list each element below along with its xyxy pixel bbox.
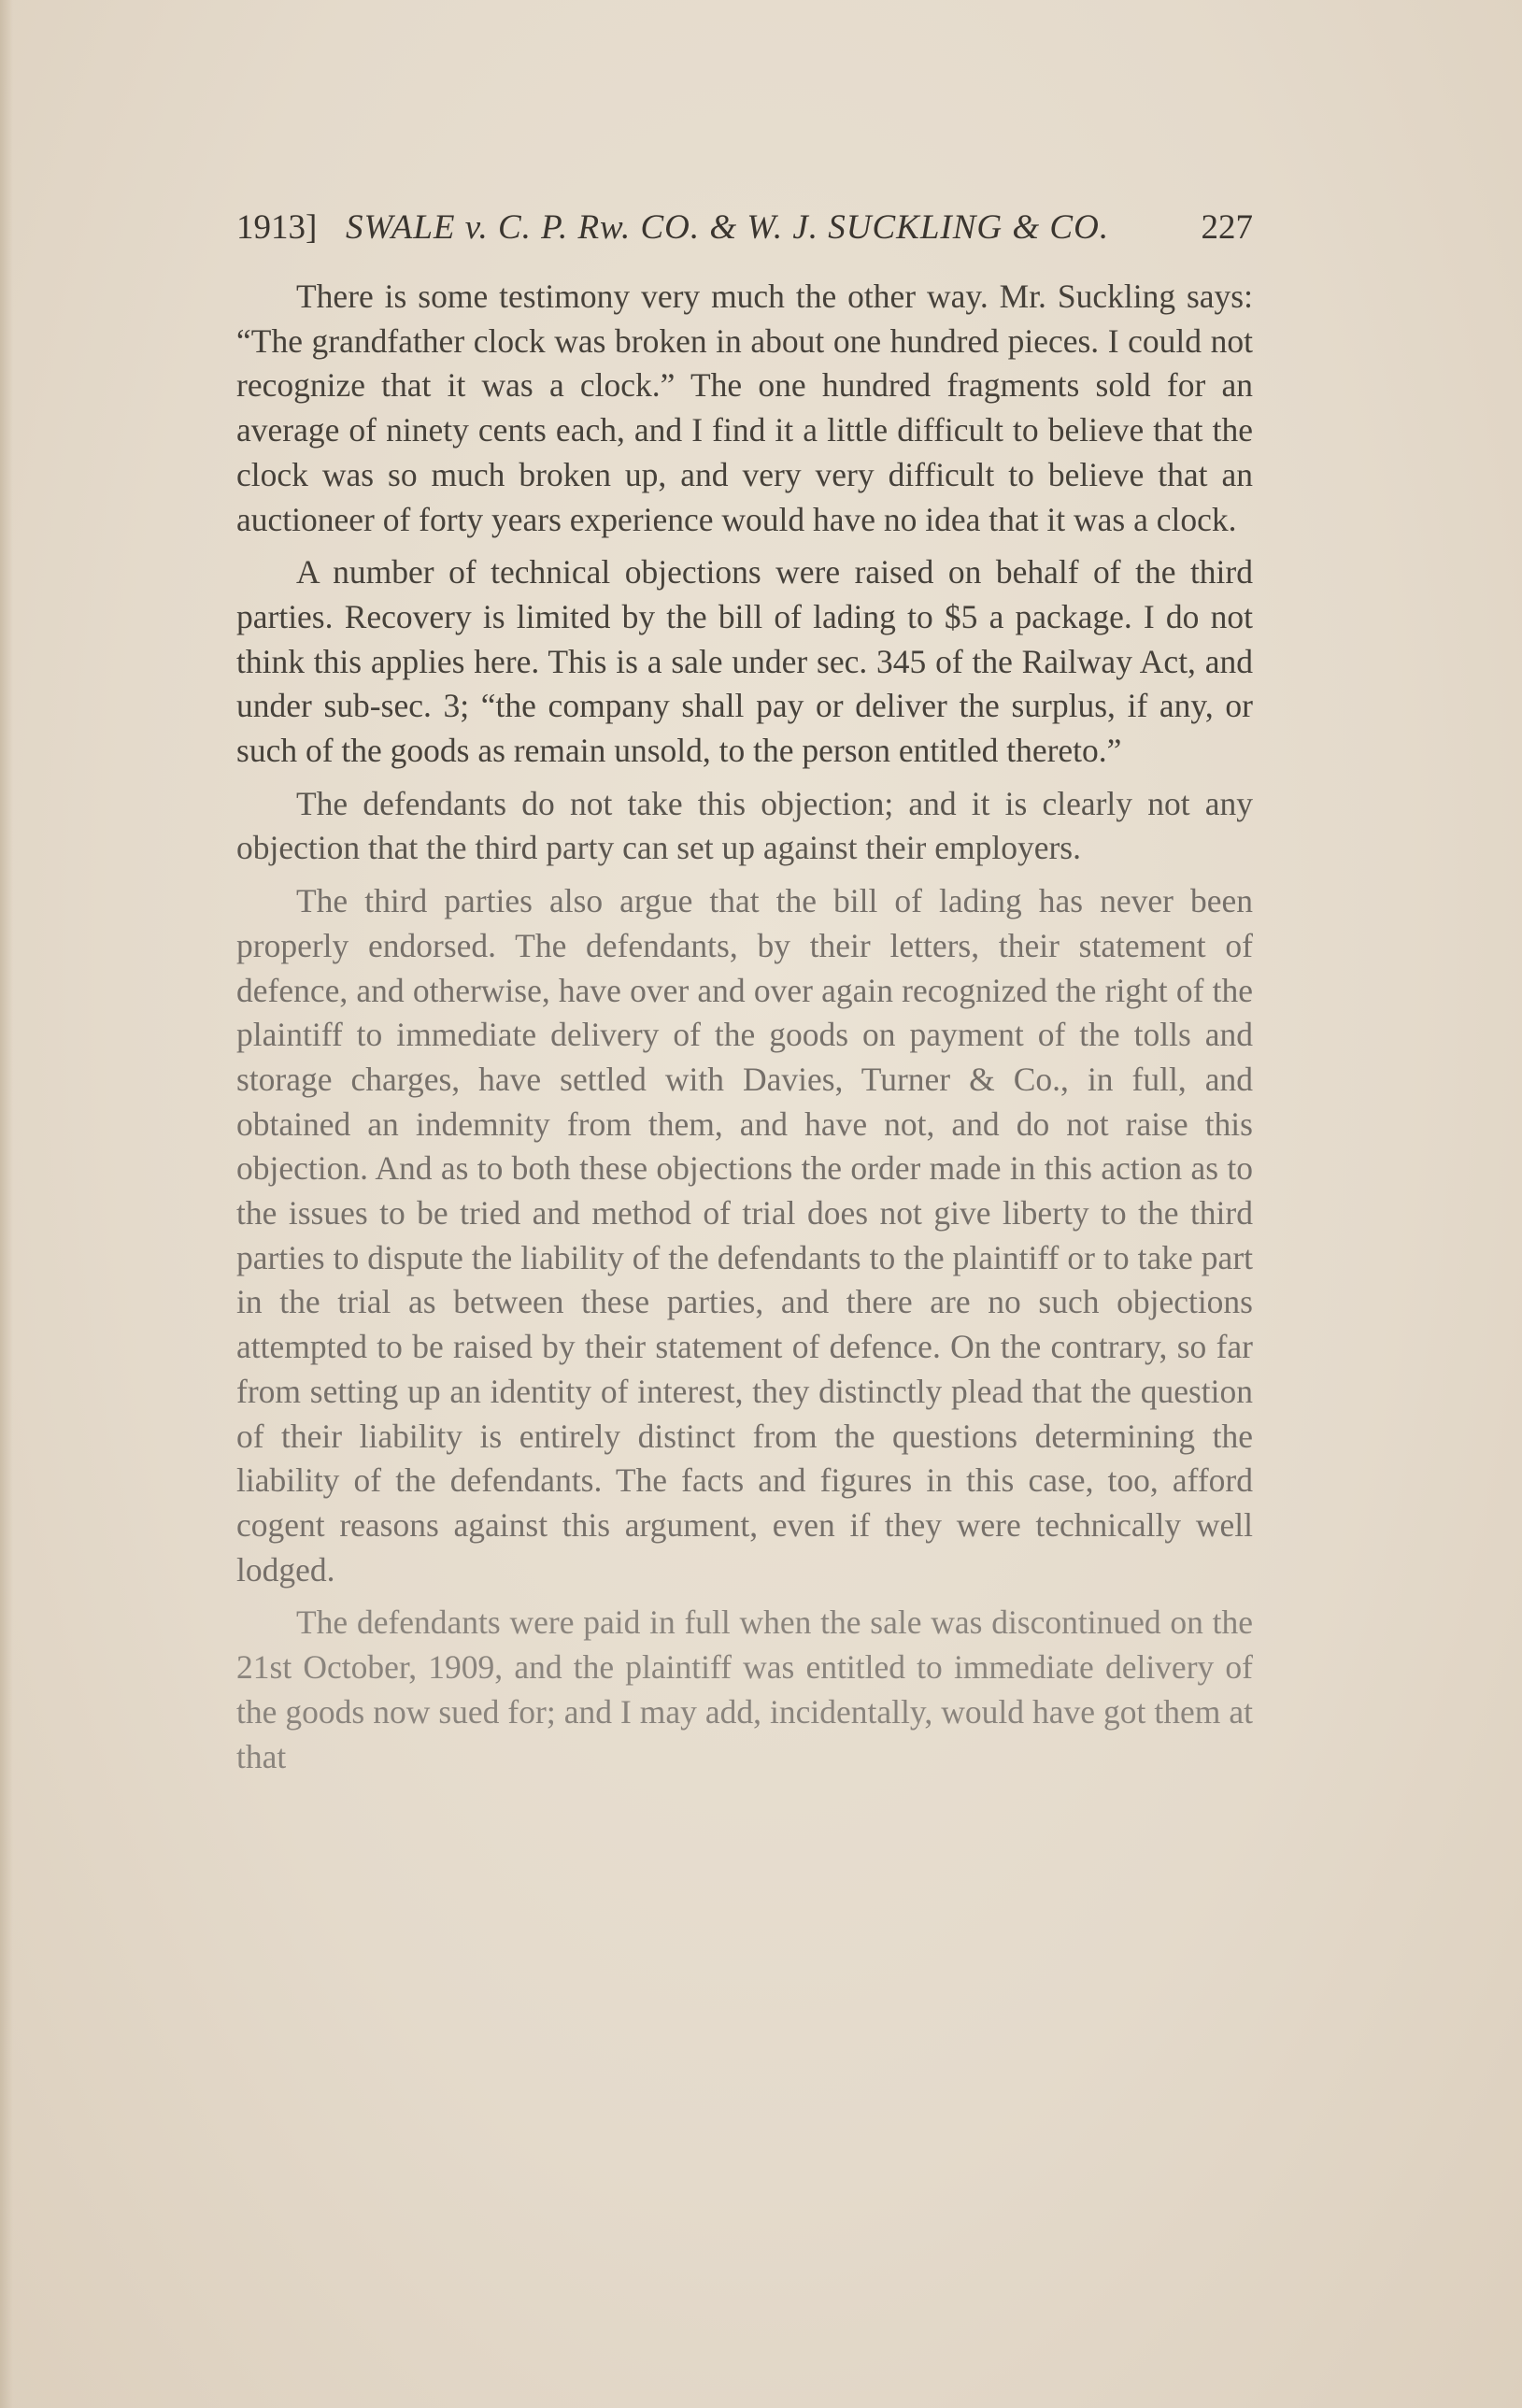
page-number: 227: [1201, 208, 1253, 247]
header-case-title: SWALE v. C. P. Rw. CO. & W. J. SUCKLING & CO.: [346, 208, 1110, 247]
paragraph-clock-testimony: There is some testimony very much the other way. Mr. Suckling says: “The grandfather clock was broken in about one hundred pieces. I could not recognize that it was a clock.” The one hundred fragments sold for an average of ninety cents each, and I find it a little difficult to believe that the clock was so much broken up, and very very difficult to believe that an auctioneer of forty years experience would have no idea that it was a clock.: [236, 278, 1253, 538]
paragraph-technical-objections: A number of technical objections were raised on behalf of the third parties. Recovery is limited by the bill of lading to $5 a package. I do not think this applies here. This is a sale under sec. 345 of the Railway Act, and under sub-sec. 3; “the company shall pay or deliver the surplus, if any, or such of the goods as remain unsold, to the person entitled thereto.”: [236, 553, 1253, 770]
paragraph-defendants-objection: The defendants do not take this objection; and it is clearly not any objection that the third party can set up against their employers.: [236, 784, 1253, 867]
running-header: [236, 200, 1253, 256]
header-year: 1913]: [236, 208, 318, 247]
body-text: [236, 275, 1253, 1788]
page-edge-shadow: [0, 0, 13, 2408]
paragraph-defendants-paid: The defendants were paid in full when the sale was discontinued on the 21st October, 1909, and the plaintiff was entitled to immediate delivery of the goods now sued for; and I may add, incidentally, would have got them at that: [236, 1603, 1253, 1775]
paragraph-bill-of-lading: The third parties also argue that the bill of lading has never been properly endorsed. The defendants, by their letters, their statement of defence, and otherwise, have over and over again recognized the right of the plaintiff to immediate delivery of the goods on payment of the tolls and storage charges, have settled with Davies, Turner & Co., in full, and obtained an indemnity from them, and have not, and do not raise this objection. And as to both these objections the order made in this action as to the issues to be tried and method of trial does not give liberty to the third parties to dispute the liability of the defendants to the plaintiff or to take part in the trial as between these parties, and there are no such objections attempted to be raised by their statement of defence. On the contrary, so far from setting up an identity of interest, they distinctly plead that the question of their liability is entirely distinct from the questions determining the liability of the defendants. The facts and figures in this case, too, afford cogent reasons against this argument, even if they were technically well lodged.: [236, 882, 1253, 1589]
